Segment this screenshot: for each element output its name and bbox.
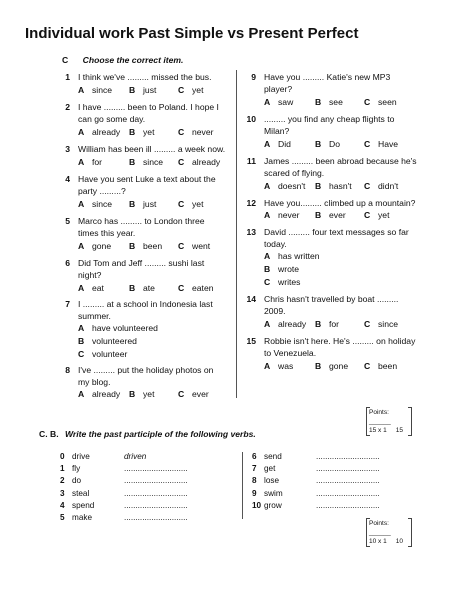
option-text: eat [92, 283, 104, 293]
question-number: 5 [65, 216, 70, 226]
option-letter: B [129, 85, 136, 95]
option-letter: C [178, 157, 185, 167]
option-b[interactable] [315, 181, 352, 191]
option-text: for [92, 157, 103, 167]
option-c[interactable] [264, 277, 300, 287]
verb-answer-field[interactable]: ............................ [124, 488, 188, 498]
option-b[interactable] [315, 361, 348, 371]
option-text: yet [378, 210, 390, 220]
verb-base: lose [264, 476, 280, 486]
verb-answer-field[interactable]: ............................ [124, 500, 188, 510]
option-b[interactable] [315, 319, 339, 329]
option-letter: B [315, 210, 322, 220]
verb-row-1 [60, 464, 188, 473]
option-text: already [278, 319, 307, 329]
section-c-heading [62, 55, 183, 65]
verb-answer-field[interactable]: ............................ [316, 452, 380, 461]
option-letter: B [315, 361, 322, 371]
option-letter: A [78, 389, 85, 399]
section-cb-letter: C. B. [39, 429, 59, 439]
verb-base: steal [72, 488, 90, 498]
option-text: hasn't [329, 181, 352, 191]
question-number: 6 [65, 258, 70, 268]
option-a[interactable] [264, 97, 293, 107]
verb-row-9 [252, 489, 380, 498]
option-letter: C [364, 97, 371, 107]
verb-base: do [72, 476, 82, 486]
option-letter: A [78, 157, 85, 167]
option-a[interactable] [78, 283, 104, 293]
option-text: wrote [278, 264, 300, 274]
option-a[interactable] [264, 251, 320, 261]
option-text: gone [92, 241, 112, 251]
question-number: 1 [65, 72, 70, 82]
points-box-cb [366, 518, 412, 547]
option-c[interactable] [178, 127, 214, 137]
option-letter: B [129, 389, 136, 399]
option-letter: A [264, 181, 271, 191]
option-text: already [192, 157, 221, 167]
question-number: 4 [65, 174, 70, 184]
option-c[interactable] [178, 283, 214, 293]
question-number: 12 [246, 198, 256, 208]
option-text: ever [192, 389, 209, 399]
option-b[interactable] [129, 127, 154, 137]
option-letter: B [315, 181, 322, 191]
option-b[interactable] [264, 264, 299, 274]
option-c[interactable] [364, 97, 397, 107]
verbs-divider [242, 452, 243, 519]
question-text: Robbie isn't here. He's ......... on holiday to Venezuela. [264, 336, 416, 358]
option-text: Did [278, 139, 291, 149]
option-a[interactable] [264, 139, 291, 149]
question-number: 13 [246, 227, 256, 237]
option-c[interactable] [178, 199, 203, 209]
option-a[interactable] [78, 389, 120, 399]
verb-number: 4 [60, 500, 65, 510]
verb-row-10 [252, 501, 380, 510]
option-text: see [329, 97, 343, 107]
option-a[interactable] [264, 181, 305, 191]
option-b[interactable] [315, 97, 343, 107]
option-letter: A [78, 199, 85, 209]
verb-base: send [264, 452, 282, 461]
verb-number: 9 [252, 488, 257, 498]
option-text: since [143, 157, 164, 167]
option-letter: A [264, 139, 271, 149]
option-text: never [192, 127, 214, 137]
option-c[interactable] [178, 389, 209, 399]
points-box-c [366, 407, 412, 436]
option-text: been [378, 361, 398, 371]
option-text: gone [329, 361, 349, 371]
option-text: writes [278, 277, 301, 287]
option-letter: A [264, 97, 271, 107]
points-calc: 10 x 1 [369, 538, 387, 545]
option-text: yet [192, 199, 204, 209]
option-a[interactable] [78, 127, 120, 137]
option-text: doesn't [278, 181, 306, 191]
points-label: Points: ______ [369, 520, 391, 536]
verb-answer-field[interactable]: ............................ [316, 500, 380, 510]
option-a[interactable] [264, 319, 306, 329]
option-letter: A [264, 361, 271, 371]
points-total: 15 [395, 427, 403, 434]
option-text: volunteered [92, 336, 137, 346]
verb-number: 1 [60, 464, 65, 474]
question-text: Have you......... climbed up a mountain? [264, 198, 416, 208]
verb-base: get [264, 464, 276, 474]
question-text: I've ......... put the holiday photos on my blog. [78, 365, 214, 387]
option-text: Do [329, 139, 340, 149]
page-title: Individual work Past Simple vs Present Perfect [25, 25, 359, 42]
option-a[interactable] [264, 361, 293, 371]
option-c[interactable] [364, 210, 389, 220]
verb-answer-field[interactable]: ............................ [316, 476, 380, 486]
option-text: ever [329, 210, 346, 220]
option-letter: C [178, 199, 185, 209]
verb-row-6 [252, 452, 380, 461]
question-text: Have you ......... Katie's new MP3 player? [264, 72, 391, 94]
option-letter: C [364, 210, 371, 220]
option-letter: B [315, 319, 322, 329]
verb-answer-field[interactable]: ............................ [316, 464, 380, 474]
option-letter: C [264, 277, 271, 287]
option-text: has written [278, 251, 320, 261]
option-letter: A [264, 319, 271, 329]
option-letter: B [315, 139, 322, 149]
option-c[interactable] [178, 85, 203, 95]
question-text: I think we've ......... missed the bus. [78, 72, 212, 82]
option-letter: C [78, 349, 85, 359]
verb-answer-field[interactable]: ............................ [316, 488, 380, 498]
section-cb-instruction: Write the past participle of the following verbs. [64, 429, 256, 439]
option-letter: C [178, 241, 185, 251]
option-b[interactable] [129, 283, 155, 293]
option-a[interactable] [78, 323, 158, 333]
question-text: James ......... been abroad because he's scared of flying. [264, 156, 417, 178]
verb-row-8 [252, 476, 380, 485]
option-c[interactable] [364, 319, 398, 329]
option-text: volunteer [92, 349, 128, 359]
option-letter: C [178, 283, 185, 293]
option-letter: A [78, 127, 85, 137]
question-text: I ......... at a school in Indonesia last summer. [78, 299, 213, 321]
option-text: yet [143, 127, 155, 137]
option-letter: B [264, 264, 271, 274]
option-b[interactable] [78, 336, 137, 346]
option-b[interactable] [129, 85, 156, 95]
verb-base: grow [264, 500, 282, 510]
option-text: ate [143, 283, 155, 293]
option-b[interactable] [129, 241, 162, 251]
option-text: for [329, 319, 340, 329]
option-text: eaten [192, 283, 214, 293]
verb-number: 2 [60, 476, 65, 486]
verb-number: 0 [60, 452, 65, 461]
verb-row-2 [60, 476, 188, 485]
option-a[interactable] [78, 85, 112, 95]
option-letter: C [364, 361, 371, 371]
verb-number: 7 [252, 464, 257, 474]
verb-base: spend [72, 500, 95, 510]
option-b[interactable] [129, 199, 156, 209]
option-text: since [92, 85, 113, 95]
points-total: 10 [395, 538, 403, 545]
option-c[interactable] [364, 361, 397, 371]
option-a[interactable] [78, 199, 112, 209]
option-c[interactable] [178, 157, 220, 167]
section-c-letter: C [62, 55, 69, 65]
question-number: 7 [65, 299, 70, 309]
verb-number: 10 [252, 500, 262, 510]
question-text: William has been ill ......... a week now. [78, 144, 226, 154]
verb-base: swim [264, 488, 283, 498]
option-a[interactable] [78, 157, 102, 167]
verb-row-3 [60, 489, 188, 498]
option-b[interactable] [129, 157, 163, 167]
option-letter: B [129, 283, 136, 293]
option-text: yet [192, 85, 204, 95]
option-letter: B [129, 157, 136, 167]
option-text: have volunteered [92, 323, 158, 333]
option-text: Have [378, 139, 399, 149]
verb-number: 6 [252, 452, 257, 461]
option-letter: A [78, 85, 85, 95]
question-text: Did Tom and Jeff ......... sushi last night? [78, 258, 205, 280]
option-text: already [92, 389, 121, 399]
verb-answer-field[interactable]: ............................ [124, 513, 188, 522]
option-text: been [143, 241, 163, 251]
option-text: saw [278, 97, 294, 107]
option-letter: B [78, 336, 85, 346]
points-calc: 15 x 1 [369, 427, 387, 434]
option-b[interactable] [129, 389, 154, 399]
verb-base: make [72, 513, 93, 522]
column-divider [236, 70, 237, 398]
question-number: 8 [65, 365, 70, 375]
question-number: 14 [246, 294, 256, 304]
option-b[interactable] [315, 210, 346, 220]
option-b[interactable] [315, 139, 340, 149]
option-letter: A [78, 323, 85, 333]
option-text: never [278, 210, 300, 220]
verb-answer-field[interactable]: ............................ [124, 476, 188, 486]
verb-base: drive [72, 452, 90, 461]
question-number: 11 [246, 156, 256, 166]
option-letter: C [364, 319, 371, 329]
points-label: Points: ______ [369, 409, 391, 425]
option-text: went [192, 241, 211, 251]
option-c[interactable] [364, 139, 398, 149]
option-letter: C [178, 85, 185, 95]
verb-row-4 [60, 501, 188, 510]
option-letter: C [178, 127, 185, 137]
verb-base: fly [72, 464, 81, 474]
option-letter: B [315, 97, 322, 107]
verb-row-5 [60, 513, 188, 522]
option-text: already [92, 127, 121, 137]
section-cb-heading [39, 429, 256, 439]
option-c[interactable] [78, 349, 127, 359]
option-a[interactable] [78, 241, 111, 251]
option-letter: C [178, 389, 185, 399]
option-text: yet [143, 389, 155, 399]
section-c-instruction: Choose the correct item. [82, 55, 184, 65]
verb-number: 3 [60, 488, 65, 498]
option-text: just [143, 85, 157, 95]
question-number: 3 [65, 144, 70, 154]
option-text: just [143, 199, 157, 209]
verb-row-0 [60, 452, 146, 461]
question-text: Marco has ......... to London three times this year. [78, 216, 205, 238]
verb-number: 8 [252, 476, 257, 486]
option-letter: C [364, 181, 371, 191]
option-letter: C [364, 139, 371, 149]
option-a[interactable] [264, 210, 300, 220]
question-number: 9 [251, 72, 256, 82]
verb-answer-field[interactable]: driven [124, 452, 147, 461]
option-c[interactable] [178, 241, 210, 251]
question-number: 10 [246, 114, 256, 124]
option-letter: B [129, 199, 136, 209]
option-letter: A [78, 241, 85, 251]
option-text: seen [378, 97, 397, 107]
question-text: I have ......... been to Poland. I hope I can go some day. [78, 102, 219, 124]
question-number: 15 [246, 336, 256, 346]
option-text: since [92, 199, 113, 209]
question-text: David ......... four text messages so far today. [264, 227, 409, 249]
verb-row-7 [252, 464, 380, 473]
option-letter: A [264, 251, 271, 261]
option-text: didn't [378, 181, 399, 191]
option-letter: A [78, 283, 85, 293]
question-number: 2 [65, 102, 70, 112]
option-text: since [378, 319, 399, 329]
question-text: Chris hasn't travelled by boat ......... 2009. [264, 294, 399, 316]
option-text: was [278, 361, 294, 371]
question-text: Have you sent Luke a text about the party .........? [78, 174, 216, 196]
question-text: ......... you find any cheap flights to Milan? [264, 114, 395, 136]
option-letter: B [129, 241, 136, 251]
verb-answer-field[interactable]: ............................ [124, 464, 188, 474]
option-letter: A [264, 210, 271, 220]
option-c[interactable] [364, 181, 398, 191]
verb-number: 5 [60, 513, 65, 522]
option-letter: B [129, 127, 136, 137]
